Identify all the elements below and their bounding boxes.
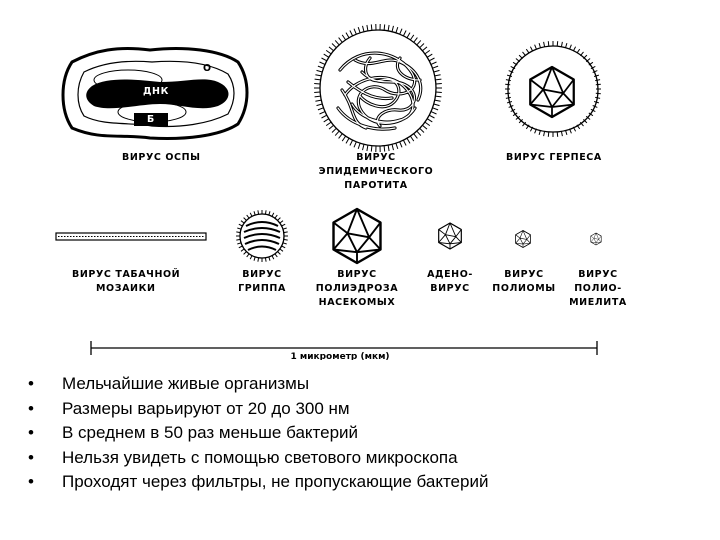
herpes-label: ВИРУС ГЕРПЕСА bbox=[506, 152, 602, 163]
fact-text: Размеры варьируют от 20 до 300 нм bbox=[62, 398, 350, 418]
mumps-label-line2: ЭПИДЕМИЧЕСКОГО bbox=[318, 166, 434, 177]
facts-list bbox=[28, 372, 488, 495]
fact-item bbox=[28, 421, 488, 446]
influenza-label-line1: ВИРУС bbox=[242, 269, 282, 280]
mumps-label-line3: ПАРОТИТА bbox=[344, 180, 408, 191]
bullet-marker: • bbox=[28, 423, 34, 442]
fact-text: Мельчайшие живые организмы bbox=[62, 374, 310, 393]
polyoma-label-line2: ПОЛИОМЫ bbox=[492, 283, 556, 294]
polio-virus-figure bbox=[591, 233, 601, 245]
mumps-virus-figure bbox=[314, 24, 442, 152]
pox-b-label: Б bbox=[147, 114, 155, 125]
polio-label-line1: ВИРУС bbox=[578, 269, 618, 280]
polio-label-line2: ПОЛИО- bbox=[574, 283, 622, 294]
bullet-marker: • bbox=[28, 472, 34, 491]
polyhedrosis-virus-figure bbox=[334, 209, 381, 263]
pox-o-label: О bbox=[203, 63, 212, 74]
polyhedrosis-label-line2: ПОЛИЭДРОЗА bbox=[315, 283, 399, 294]
fact-text: В среднем в 50 раз меньше бактерий bbox=[62, 423, 359, 442]
adenovirus-label-line2: ВИРУС bbox=[430, 283, 470, 294]
pox-core-label: ДНК bbox=[143, 86, 169, 97]
polyhedrosis-label-line1: ВИРУС bbox=[337, 269, 377, 280]
fact-item bbox=[28, 372, 488, 397]
polyoma-virus-figure bbox=[516, 231, 531, 248]
tobacco-mosaic-virus-figure bbox=[56, 233, 206, 240]
herpes-virus-figure bbox=[505, 41, 601, 137]
tobacco-label-line2: МОЗАИКИ bbox=[96, 283, 156, 294]
polyoma-label-line1: ВИРУС bbox=[504, 269, 544, 280]
adenovirus-figure bbox=[439, 223, 462, 249]
polyhedrosis-label-line3: НАСЕКОМЫХ bbox=[318, 297, 396, 308]
bullet-marker: • bbox=[28, 398, 34, 418]
influenza-virus-figure bbox=[236, 210, 288, 262]
bullet-marker: • bbox=[28, 447, 34, 467]
fact-text: Проходят через фильтры, не пропускающие бактерий bbox=[62, 472, 489, 491]
fact-item bbox=[28, 397, 488, 422]
pox-label: ВИРУС ОСПЫ bbox=[122, 152, 201, 163]
adenovirus-label-line1: АДЕНО- bbox=[427, 269, 473, 280]
mumps-label-line1: ВИРУС bbox=[356, 152, 396, 163]
fact-text: Нельзя увидеть с помощью светового микроскопа bbox=[62, 447, 458, 467]
tobacco-label-line1: ВИРУС ТАБАЧНОЙ bbox=[72, 269, 181, 280]
influenza-label-line2: ГРИППА bbox=[238, 283, 286, 294]
scale-label: 1 микрометр (мкм) bbox=[290, 352, 390, 360]
fact-item bbox=[28, 470, 488, 495]
fact-item bbox=[28, 446, 488, 471]
polio-label-line3: МИЕЛИТА bbox=[569, 297, 627, 308]
bullet-marker: • bbox=[28, 374, 34, 393]
